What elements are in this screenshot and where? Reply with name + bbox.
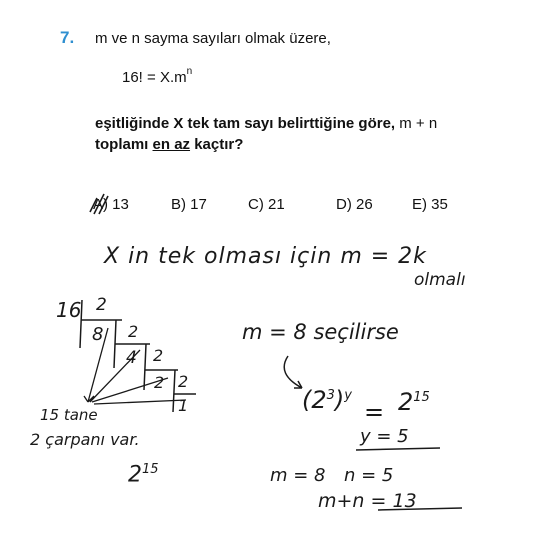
hand-power-base: 2 bbox=[128, 462, 142, 488]
hand-m8-line: m = 8 seçilirse bbox=[242, 320, 399, 344]
option-b-value: 17 bbox=[190, 196, 207, 213]
y-result-underline bbox=[356, 448, 440, 450]
option-b[interactable] bbox=[171, 196, 207, 213]
option-a-value: 13 bbox=[112, 196, 129, 213]
hand-divisor-3: 2 bbox=[153, 346, 164, 365]
hand-eq-left-close: ) bbox=[334, 386, 345, 414]
option-d-label: D) bbox=[336, 196, 352, 213]
option-e-value: 35 bbox=[431, 196, 448, 213]
hand-div-1: 1 bbox=[178, 396, 189, 415]
hand-m-val: m = 8 bbox=[270, 465, 326, 486]
hand-line1: X in tek olması için m = 2k bbox=[104, 244, 427, 269]
option-c[interactable] bbox=[248, 196, 285, 213]
hand-div-2a: 2 bbox=[154, 373, 165, 392]
hand-y-result: y = 5 bbox=[360, 426, 409, 447]
ask-bold-3: kaçtır? bbox=[190, 136, 244, 153]
hand-eq-left-exp: 3 bbox=[326, 388, 335, 403]
option-c-label: C) bbox=[248, 196, 264, 213]
hand-divisor-1: 2 bbox=[96, 295, 107, 315]
hand-divisor-4: 2 bbox=[178, 372, 189, 391]
hand-n-val: n = 5 bbox=[344, 465, 394, 486]
ask-bold-2: toplamı bbox=[95, 136, 153, 153]
hand-line1-cont: olmalı bbox=[414, 270, 466, 290]
ask-bold-1: eşitliğinde X tek tam sayı belirttiğine göre, bbox=[95, 115, 400, 132]
option-c-value: 21 bbox=[268, 196, 285, 213]
hand-sum-label: m+n = bbox=[318, 490, 393, 512]
ask-plain-1: m + n bbox=[399, 115, 438, 132]
ask-line-2 bbox=[95, 134, 437, 155]
question-number: 7. bbox=[60, 28, 75, 47]
hand-tally-2: 2 çarpanı var. bbox=[30, 430, 140, 449]
question-ask bbox=[95, 113, 437, 155]
curved-arrow bbox=[284, 356, 302, 388]
equation-base: 16! = X.m bbox=[122, 69, 187, 86]
hand-div-16: 16 bbox=[56, 298, 82, 322]
hand-eq-right bbox=[398, 388, 430, 416]
option-a-label: A) bbox=[93, 196, 108, 213]
option-d-value: 26 bbox=[356, 196, 373, 213]
hand-sum-value: 13 bbox=[392, 490, 417, 512]
hand-divisor-2: 2 bbox=[128, 322, 139, 341]
ask-underlined: en az bbox=[152, 136, 191, 153]
hand-power-exp: 15 bbox=[142, 462, 159, 477]
hand-eq-right-base: 2 bbox=[398, 388, 414, 416]
hand-eq-left bbox=[302, 386, 352, 414]
question-equation bbox=[122, 68, 192, 86]
hand-div-4: 4 bbox=[126, 348, 137, 368]
option-e-label: E) bbox=[412, 196, 427, 213]
hand-eq-equals: = bbox=[364, 398, 385, 426]
option-d[interactable] bbox=[336, 196, 373, 213]
hand-sum bbox=[318, 490, 417, 512]
ask-line-1 bbox=[95, 113, 437, 134]
option-a[interactable] bbox=[93, 196, 129, 213]
equation-exponent: n bbox=[186, 66, 193, 77]
hand-eq-right-exp: 15 bbox=[413, 390, 430, 405]
hand-power bbox=[128, 462, 159, 487]
option-b-label: B) bbox=[171, 196, 186, 213]
option-e[interactable] bbox=[412, 196, 448, 213]
hand-eq-left-open: (2 bbox=[302, 386, 327, 414]
hand-tally-1: 15 tane bbox=[40, 406, 98, 424]
question-intro: m ve n sayma sayıları olmak üzere, bbox=[95, 30, 331, 47]
hand-div-8: 8 bbox=[92, 324, 104, 345]
hand-eq-left-outer-exp: y bbox=[344, 388, 352, 403]
